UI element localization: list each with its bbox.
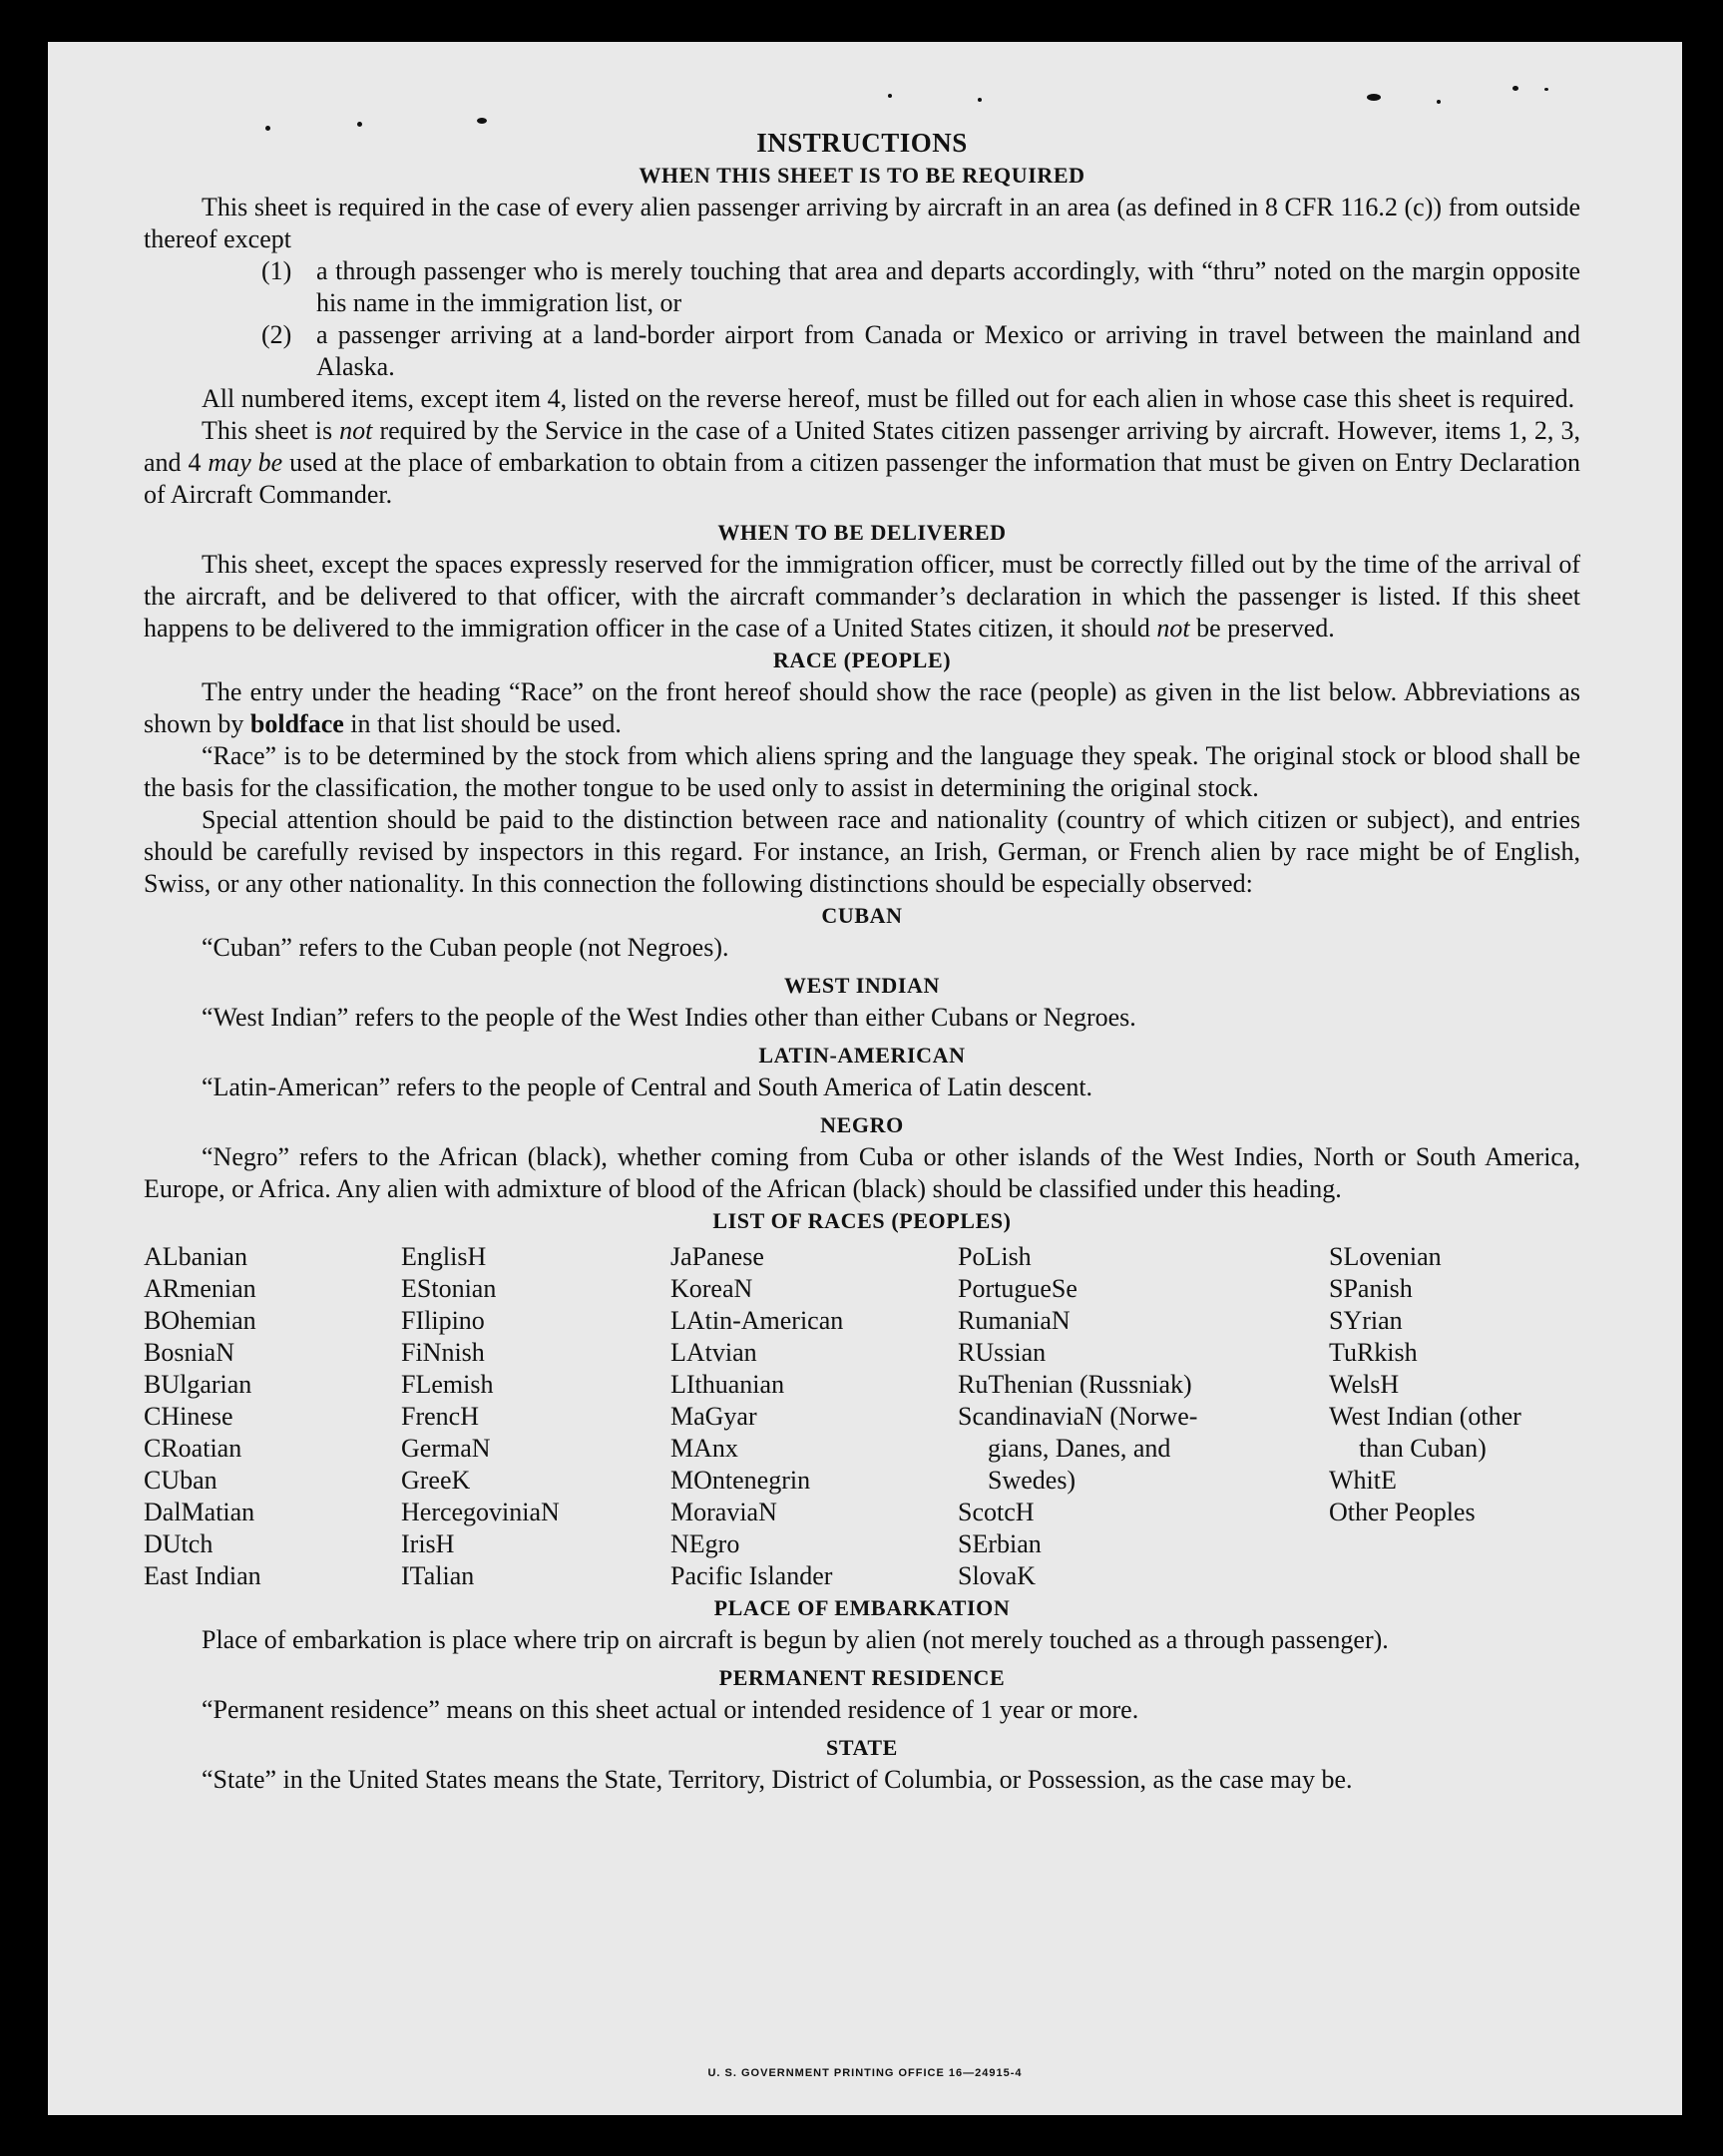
- race-entry: RumaniaN: [958, 1306, 1071, 1335]
- races-column-5: [1329, 1241, 1580, 1592]
- emphasis: not: [1156, 614, 1190, 643]
- heading-list-of-races: LIST OF RACES (PEOPLES): [712, 1208, 1012, 1233]
- race-entry: IrisH: [401, 1529, 455, 1558]
- exception-item-2: [261, 319, 1580, 383]
- text-run: This sheet, except the spaces expressly reserved for the immigration officer, must be correctly filled out by the time of the arrival of the aircraft, and be delivered to that officer, with the aircraft commander’s declaration in which the passenger is listed. If this sheet happens to be delivered to the immigration officer in the case of a United States citizen, it should: [144, 550, 1580, 643]
- paragraph-numbered-items: All numbered items, except item 4, listed on the reverse hereof, must be filled out for each alien in whose case this sheet is required.: [202, 384, 1575, 413]
- race-entry: EStonian: [401, 1274, 497, 1303]
- race-entry: ITalian: [401, 1561, 475, 1590]
- ink-speck: [1367, 94, 1381, 101]
- text-run: This sheet is: [202, 416, 340, 445]
- race-entry: EnglisH: [401, 1242, 487, 1271]
- ink-speck: [888, 94, 892, 98]
- race-entry: Pacific Islander: [670, 1561, 833, 1590]
- race-entry: West Indian (other: [1329, 1402, 1521, 1431]
- item-number: (2): [261, 320, 292, 349]
- heading-when-required: WHEN THIS SHEET IS TO BE REQUIRED: [639, 163, 1085, 188]
- text-run: in that list should be used.: [343, 709, 622, 738]
- ink-speck: [1437, 100, 1441, 104]
- heading-west-indian: WEST INDIAN: [784, 973, 940, 998]
- race-entry: DUtch: [144, 1529, 214, 1558]
- race-entry: GermaN: [401, 1434, 491, 1463]
- text-run: used at the place of embarkation to obtain from a citizen passenger the information that must be given on Entry Declaration of Aircraft Commander.: [144, 448, 1580, 509]
- race-entry: Swedes): [988, 1466, 1077, 1495]
- race-entry: TuRkish: [1329, 1338, 1418, 1367]
- race-entry: MOntenegrin: [670, 1466, 811, 1495]
- race-entry: SlovaK: [958, 1561, 1036, 1590]
- race-entry: ScotcH: [958, 1498, 1035, 1526]
- race-entry: JaPanese: [670, 1242, 764, 1271]
- heading-permanent-residence: PERMANENT RESIDENCE: [718, 1665, 1006, 1690]
- text-run: required by the Service in the case of a United States citizen passenger arriving by aircraft. However, items 1, 2, 3, and 4: [144, 416, 1580, 477]
- paragraph-state: “State” in the United States means the State, Territory, District of Columbia, or Possession, as the case may be.: [202, 1765, 1353, 1794]
- heading-when-delivered: WHEN TO BE DELIVERED: [717, 520, 1007, 545]
- race-entry: FrencH: [401, 1402, 479, 1431]
- paragraph-cuban: “Cuban” refers to the Cuban people (not Negroes).: [202, 933, 729, 962]
- races-column-4: [958, 1241, 1329, 1592]
- races-list: [144, 1241, 1580, 1592]
- race-entry: DalMatian: [144, 1498, 255, 1526]
- item-text: a through passenger who is merely touching that area and departs accordingly, with “thru” noted on the margin opposite his name in the immigration list, or: [316, 256, 1580, 317]
- race-entry: gians, Danes, and: [988, 1434, 1171, 1463]
- page-title: INSTRUCTIONS: [756, 128, 968, 158]
- heading-latin-american: LATIN-AMERICAN: [758, 1043, 966, 1068]
- race-entry: PoLish: [958, 1242, 1032, 1271]
- emphasis: not: [339, 416, 373, 445]
- text-run: The entry under the heading “Race” on the front hereof should show the race (people) as given in the list below. Abbreviations as shown by: [144, 677, 1580, 738]
- heading-negro: NEGRO: [820, 1112, 904, 1137]
- race-entry: GreeK: [401, 1466, 471, 1495]
- paragraph-delivery: [144, 549, 1580, 645]
- paragraph-latin-american: “Latin-American” refers to the people of Central and South America of Latin descent.: [202, 1073, 1093, 1101]
- race-entry: WelsH: [1329, 1370, 1400, 1399]
- paragraph-negro: “Negro” refers to the African (black), whether coming from Cuba or other islands of the West Indies, North or South America, Europe, or Africa. Any alien with admixture of blood of the African (black) should be classified under this heading.: [144, 1142, 1580, 1203]
- race-entry: LAtin-American: [670, 1306, 844, 1335]
- races-column-3: [670, 1241, 958, 1592]
- race-entry: SPanish: [1329, 1274, 1413, 1303]
- race-entry: MAnx: [670, 1434, 738, 1463]
- heading-embarkation: PLACE OF EMBARKATION: [713, 1595, 1011, 1620]
- race-entry: HercegoviniaN: [401, 1498, 560, 1526]
- race-entry: BOhemian: [144, 1306, 256, 1335]
- printing-office-footer: U. S. GOVERNMENT PRINTING OFFICE 16—24915-4: [707, 2067, 1023, 2079]
- race-entry: ALbanian: [144, 1242, 247, 1271]
- document-page: [48, 42, 1682, 2115]
- race-entry: LIthuanian: [670, 1370, 785, 1399]
- race-entry: LAtvian: [670, 1338, 757, 1367]
- race-entry: ARmenian: [144, 1274, 256, 1303]
- race-entry: Other Peoples: [1329, 1498, 1476, 1526]
- races-column-1: [144, 1241, 401, 1592]
- race-entry: SYrian: [1329, 1306, 1403, 1335]
- race-entry: RUssian: [958, 1338, 1047, 1367]
- item-text: a passenger arriving at a land-border airport from Canada or Mexico or arriving in travel between the mainland and Alaska.: [316, 320, 1580, 381]
- race-entry: CRoatian: [144, 1434, 242, 1463]
- paragraph-citizen: [144, 415, 1580, 511]
- item-number: (1): [261, 256, 292, 285]
- races-column-2: [401, 1241, 670, 1592]
- race-entry: CHinese: [144, 1402, 233, 1431]
- ink-speck: [1512, 86, 1518, 91]
- emphasis: may be: [208, 448, 283, 477]
- text-run: be preserved.: [1189, 614, 1335, 643]
- race-entry: ScandinaviaN (Norwe-: [958, 1402, 1198, 1431]
- heading-race: RACE (PEOPLE): [772, 647, 952, 672]
- bold-word: boldface: [249, 709, 344, 738]
- paragraph-permanent-residence: “Permanent residence” means on this sheet actual or intended residence of 1 year or more.: [202, 1695, 1139, 1724]
- race-entry: FIlipino: [401, 1306, 485, 1335]
- race-entry: NEgro: [670, 1529, 740, 1558]
- race-entry: KoreaN: [670, 1274, 753, 1303]
- ink-speck: [978, 98, 982, 102]
- paragraph-west-indian: “West Indian” refers to the people of the West Indies other than either Cubans or Negroes.: [202, 1003, 1136, 1032]
- race-entry: SErbian: [958, 1529, 1042, 1558]
- race-entry: BUlgarian: [144, 1370, 252, 1399]
- exception-item-1: [261, 255, 1580, 319]
- race-entry: WhitE: [1329, 1466, 1397, 1495]
- paragraph-embarkation: Place of embarkation is place where trip on aircraft is begun by alien (not merely touched as a through passenger).: [202, 1625, 1389, 1654]
- race-entry: BosniaN: [144, 1338, 234, 1367]
- race-entry: FiNnish: [401, 1338, 485, 1367]
- heading-state: STATE: [826, 1735, 898, 1760]
- race-entry: FLemish: [401, 1370, 494, 1399]
- paragraph-race-nationality: Special attention should be paid to the distinction between race and nationality (country of which citizen or subject), and entries should be carefully revised by inspectors in this regard. For instance, an Irish, German, or French alien by race might be of English, Swiss, or any other nationality. In this connection the following distinctions should be especially observed:: [144, 805, 1580, 898]
- race-entry: MoraviaN: [670, 1498, 777, 1526]
- race-entry: RuThenian (Russniak): [958, 1370, 1192, 1399]
- instructions-body: [144, 126, 1580, 1796]
- race-entry: MaGyar: [670, 1402, 757, 1431]
- race-entry: CUban: [144, 1466, 217, 1495]
- race-entry: PortugueSe: [958, 1274, 1077, 1303]
- paragraph-race-stock: “Race” is to be determined by the stock from which aliens spring and the language they speak. The original stock or blood shall be the basis for the classification, the mother tongue to be used only to assist in determining the original stock.: [144, 741, 1580, 802]
- paragraph-race-entry: [144, 676, 1580, 740]
- race-entry: East Indian: [144, 1561, 261, 1590]
- ink-speck: [477, 118, 487, 124]
- ink-speck: [1544, 88, 1548, 91]
- paragraph-required: This sheet is required in the case of every alien passenger arriving by aircraft in an area (as defined in 8 CFR 116.2 (c)) from outside thereof except: [144, 193, 1580, 253]
- race-entry: SLovenian: [1329, 1242, 1442, 1271]
- heading-cuban: CUBAN: [821, 903, 903, 928]
- race-entry: than Cuban): [1359, 1434, 1487, 1463]
